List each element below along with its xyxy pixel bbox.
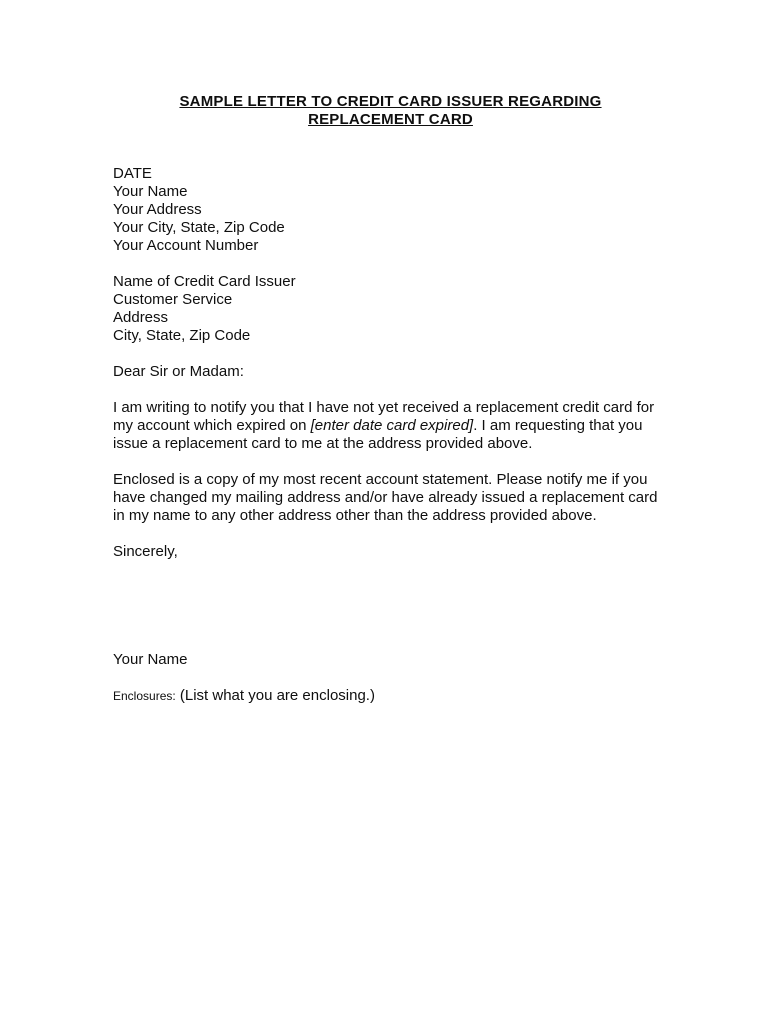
body-paragraph-2: Enclosed is a copy of my most recent account statement. Please notify me if you have changed my mailing address and/or have already issued a replacement card in my name to any other address other than the address provided above. xyxy=(113,471,658,524)
body-paragraph-1-after: . I am requesting that you issue a replacement card to me at the address provided above. xyxy=(113,417,643,452)
letter-content xyxy=(113,0,668,705)
letter-title-line-2: REPLACEMENT CARD xyxy=(308,111,473,128)
closing: Sincerely, xyxy=(113,543,178,560)
enclosures-text xyxy=(176,687,375,704)
recipient-address: Address xyxy=(113,309,169,326)
sender-city-state-zip: Your City, State, Zip Code xyxy=(113,219,285,236)
salutation: Dear Sir or Madam: xyxy=(113,363,244,380)
enclosures-text-value: (List what you are enclosing.) xyxy=(179,687,375,704)
sender-date: DATE xyxy=(113,165,152,182)
recipient-city-state-zip: City, State, Zip Code xyxy=(113,327,251,344)
sender-address: Your Address xyxy=(113,201,202,218)
enclosures-label: Enclosures: xyxy=(113,689,176,703)
recipient-department: Customer Service xyxy=(113,291,233,308)
recipient-address-block xyxy=(113,273,668,345)
enclosures-line xyxy=(113,687,668,705)
sender-account-number: Your Account Number xyxy=(113,237,259,254)
recipient-issuer-name: Name of Credit Card Issuer xyxy=(113,273,296,290)
body-paragraph-1 xyxy=(113,399,668,453)
body-paragraph-1-placeholder: [enter date card expired] xyxy=(310,417,474,434)
letter-title-line-1: SAMPLE LETTER TO CREDIT CARD ISSUER REGARDING xyxy=(179,93,602,110)
signature-name: Your Name xyxy=(113,651,188,668)
sender-name: Your Name xyxy=(113,183,188,200)
letter-title xyxy=(113,93,668,129)
body-paragraph-1-before: I am writing to notify you that I have not yet received a replacement credit card for my account which expired on xyxy=(113,399,655,434)
sender-address-block xyxy=(113,165,668,255)
